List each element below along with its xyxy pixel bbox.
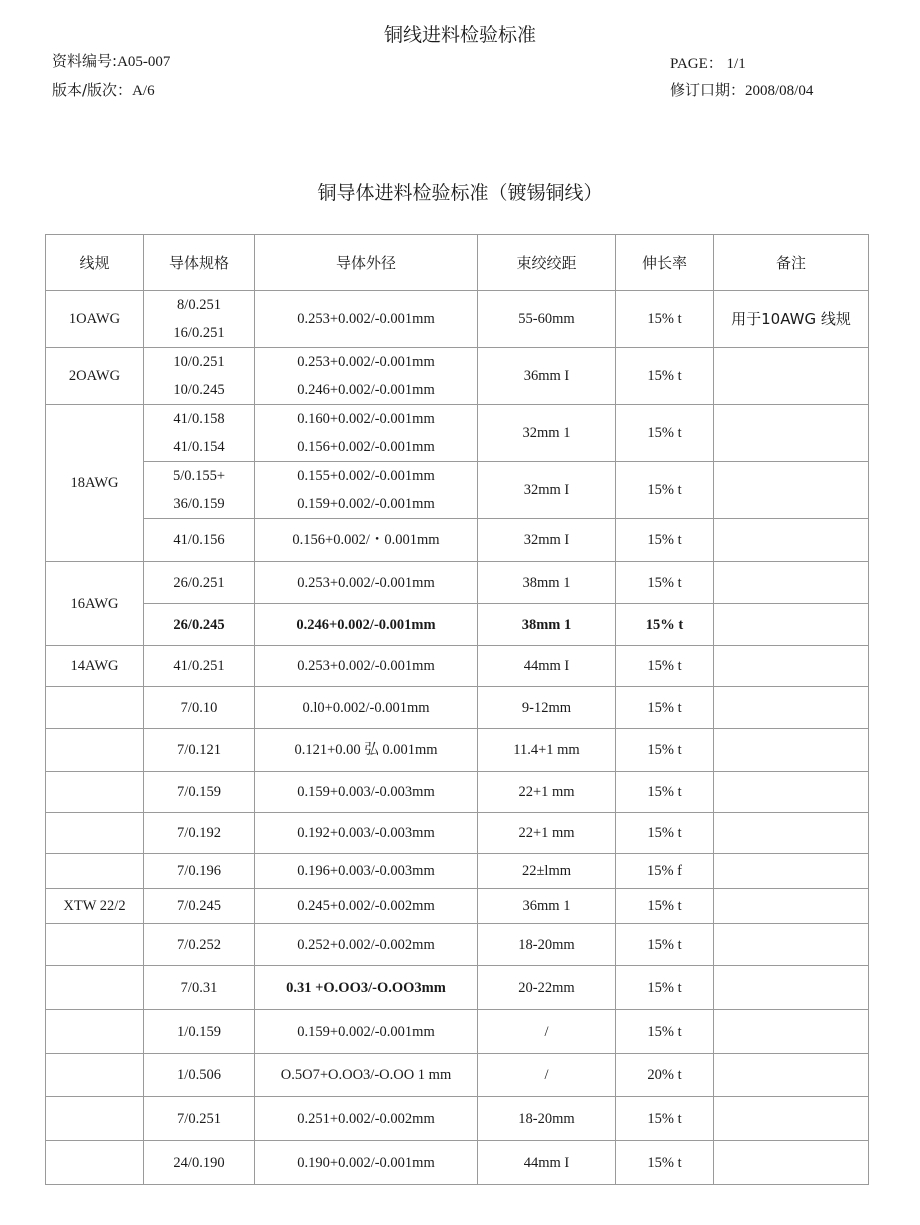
cell-spec: 7/0.10	[144, 687, 255, 729]
spec-table	[45, 234, 869, 1185]
cell-spec: 26/0.245	[144, 604, 255, 646]
cell-gauge	[46, 1141, 144, 1185]
cell-gauge: XTW 22/2	[46, 889, 144, 924]
table-row	[46, 1141, 869, 1185]
table-row	[46, 889, 869, 924]
table-row	[46, 729, 869, 772]
cell-elongation: 15% t	[616, 772, 714, 813]
cell-pitch: 18-20mm	[478, 924, 616, 966]
cell-pitch: 36mm 1	[478, 889, 616, 924]
cell-gauge: 1OAWG	[46, 291, 144, 348]
cell-elongation: 15% t	[616, 924, 714, 966]
table-row	[46, 405, 869, 462]
cell-spec: 1/0.159	[144, 1010, 255, 1054]
cell-remark	[714, 1097, 869, 1141]
cell-spec: 41/0.251	[144, 646, 255, 687]
cell-remark	[714, 729, 869, 772]
cell-remark	[714, 1054, 869, 1097]
table-row	[46, 966, 869, 1010]
cell-pitch: 9-12mm	[478, 687, 616, 729]
cell-remark	[714, 687, 869, 729]
cell-gauge	[46, 687, 144, 729]
table-row	[46, 772, 869, 813]
cell-spec: 7/0.159	[144, 772, 255, 813]
cell-spec: 41/0.156	[144, 519, 255, 562]
cell-pitch: /	[478, 1054, 616, 1097]
cell-remark	[714, 562, 869, 604]
table-row	[46, 562, 869, 604]
table-row	[46, 1010, 869, 1054]
table-row	[46, 462, 869, 519]
cell-gauge: 18AWG	[46, 405, 144, 562]
page-number	[670, 52, 746, 73]
cell-pitch: 22+1 mm	[478, 813, 616, 854]
od-line: 0.253+0.002/-0.001mm	[297, 354, 435, 370]
cell-gauge	[46, 1010, 144, 1054]
cell-pitch: 22+1 mm	[478, 772, 616, 813]
spec-line: 5/0.155+	[172, 468, 226, 484]
header-remark: 备注	[714, 235, 869, 291]
document-title: 铜线进料检验标准	[383, 24, 536, 46]
cell-elongation: 15% t	[616, 562, 714, 604]
header-gauge: 线规	[46, 235, 144, 291]
cell-od: 0.l0+0.002/-0.001mm	[255, 687, 478, 729]
cell-spec: 7/0.192	[144, 813, 255, 854]
cell-spec	[144, 462, 255, 519]
cell-od: 0.31 +O.OO3/-O.OO3mm	[255, 966, 478, 1010]
cell-od	[255, 405, 478, 462]
doc-number	[52, 50, 170, 71]
cell-od: 0.159+0.003/-0.003mm	[255, 772, 478, 813]
cell-remark	[714, 348, 869, 405]
cell-pitch: 22±lmm	[478, 854, 616, 889]
cell-gauge	[46, 729, 144, 772]
cell-pitch: 20-22mm	[478, 966, 616, 1010]
cell-remark	[714, 646, 869, 687]
revision-date	[670, 79, 813, 100]
cell-elongation: 15% t	[616, 405, 714, 462]
header-elongation: 伸长率	[616, 235, 714, 291]
cell-od: 0.245+0.002/-0.002mm	[255, 889, 478, 924]
table-row	[46, 854, 869, 889]
cell-od: 0.156+0.002/・0.001mm	[255, 519, 478, 562]
cell-elongation: 15% t	[616, 687, 714, 729]
cell-gauge	[46, 813, 144, 854]
cell-elongation: 15% t	[616, 604, 714, 646]
table-row	[46, 687, 869, 729]
header-od: 导体外径	[255, 235, 478, 291]
cell-remark	[714, 1141, 869, 1185]
cell-pitch: 18-20mm	[478, 1097, 616, 1141]
cell-od: 0.253+0.002/-0.001mm	[255, 562, 478, 604]
table-row	[46, 924, 869, 966]
revision-value: 2008/08/04	[745, 83, 814, 99]
cell-elongation: 15% t	[616, 729, 714, 772]
cell-od: 0.192+0.003/-0.003mm	[255, 813, 478, 854]
cell-od	[255, 462, 478, 519]
header-spec: 导体规格	[144, 235, 255, 291]
table-row	[46, 646, 869, 687]
cell-elongation: 15% t	[616, 966, 714, 1010]
spec-line: 36/0.159	[173, 496, 225, 512]
cell-gauge	[46, 1054, 144, 1097]
cell-gauge: 14AWG	[46, 646, 144, 687]
cell-od: 0.190+0.002/-0.001mm	[255, 1141, 478, 1185]
cell-od: 0.251+0.002/-0.002mm	[255, 1097, 478, 1141]
cell-remark	[714, 462, 869, 519]
cell-remark: 用于10AWG 线规	[714, 291, 869, 348]
cell-spec	[144, 405, 255, 462]
table-row	[46, 291, 869, 348]
cell-od: 0.246+0.002/-0.001mm	[255, 604, 478, 646]
cell-spec: 1/0.506	[144, 1054, 255, 1097]
cell-pitch: 36mm I	[478, 348, 616, 405]
table-row	[46, 1054, 869, 1097]
spec-line: 41/0.154	[173, 439, 225, 455]
cell-pitch: 38mm 1	[478, 562, 616, 604]
cell-elongation: 15% t	[616, 1010, 714, 1054]
od-line: 0.159+0.002/-0.001mm	[297, 496, 435, 512]
cell-spec: 24/0.190	[144, 1141, 255, 1185]
cell-pitch: 38mm 1	[478, 604, 616, 646]
cell-od: 0.253+0.002/-0.001mm	[255, 646, 478, 687]
table-row	[46, 813, 869, 854]
cell-elongation: 15% f	[616, 854, 714, 889]
cell-elongation: 15% t	[616, 889, 714, 924]
cell-spec	[144, 348, 255, 405]
cell-gauge	[46, 854, 144, 889]
cell-pitch: 32mm I	[478, 462, 616, 519]
cell-elongation: 15% t	[616, 646, 714, 687]
cell-pitch: 32mm 1	[478, 405, 616, 462]
spec-line: 16/0.251	[173, 325, 225, 341]
cell-gauge	[46, 772, 144, 813]
cell-remark	[714, 405, 869, 462]
table-title: 铜导体进料检验标准（镀锡铜线）	[317, 182, 603, 204]
cell-remark	[714, 966, 869, 1010]
doc-number-label: 资料编号:	[52, 52, 118, 70]
table-row	[46, 519, 869, 562]
doc-number-value: A05-007	[117, 54, 171, 70]
cell-remark	[714, 889, 869, 924]
cell-elongation: 20% t	[616, 1054, 714, 1097]
od-line: 0.160+0.002/-0.001mm	[297, 411, 435, 427]
cell-spec: 7/0.245	[144, 889, 255, 924]
version-value: A/6	[132, 83, 155, 99]
revision-label: 修订口期：	[670, 81, 746, 99]
cell-remark	[714, 519, 869, 562]
cell-elongation: 15% t	[616, 519, 714, 562]
cell-spec: 26/0.251	[144, 562, 255, 604]
header-pitch: 束绞绞距	[478, 235, 616, 291]
cell-gauge	[46, 966, 144, 1010]
page-label: PAGE：	[670, 56, 723, 72]
table-row	[46, 1097, 869, 1141]
od-line: 0.155+0.002/-0.001mm	[297, 468, 435, 484]
cell-pitch: 11.4+1 mm	[478, 729, 616, 772]
cell-pitch: 44mm I	[478, 646, 616, 687]
cell-gauge: 16AWG	[46, 562, 144, 646]
cell-od: 0.121+0.00 弘 0.001mm	[255, 729, 478, 772]
cell-pitch: 32mm I	[478, 519, 616, 562]
spec-line: 10/0.245	[173, 382, 225, 398]
cell-elongation: 15% t	[616, 348, 714, 405]
table-row	[46, 348, 869, 405]
cell-gauge: 2OAWG	[46, 348, 144, 405]
cell-spec: 7/0.251	[144, 1097, 255, 1141]
cell-elongation: 15% t	[616, 1141, 714, 1185]
od-line: 0.246+0.002/-0.001mm	[297, 382, 435, 398]
cell-pitch: /	[478, 1010, 616, 1054]
cell-od: 0.196+0.003/-0.003mm	[255, 854, 478, 889]
cell-gauge	[46, 924, 144, 966]
version-label: 版本/版次：	[52, 81, 133, 99]
version	[52, 79, 155, 100]
cell-od	[255, 348, 478, 405]
spec-line: 8/0.251	[177, 297, 221, 313]
cell-elongation: 15% t	[616, 462, 714, 519]
cell-remark	[714, 604, 869, 646]
cell-od: 0.159+0.002/-0.001mm	[255, 1010, 478, 1054]
cell-remark	[714, 772, 869, 813]
table-row	[46, 604, 869, 646]
cell-remark	[714, 924, 869, 966]
cell-spec: 7/0.196	[144, 854, 255, 889]
cell-remark	[714, 854, 869, 889]
cell-pitch: 44mm I	[478, 1141, 616, 1185]
table-header-row	[46, 235, 869, 291]
cell-spec: 7/0.121	[144, 729, 255, 772]
od-line: 0.156+0.002/-0.001mm	[297, 439, 435, 455]
spec-line: 41/0.158	[173, 411, 225, 427]
cell-gauge	[46, 1097, 144, 1141]
cell-od: 0.253+0.002/-0.001mm	[255, 291, 478, 348]
cell-elongation: 15% t	[616, 1097, 714, 1141]
cell-pitch: 55-60mm	[478, 291, 616, 348]
page-value: 1/1	[726, 56, 746, 72]
cell-spec: 7/0.31	[144, 966, 255, 1010]
spec-line: 10/0.251	[173, 354, 225, 370]
cell-od: O.5O7+O.OO3/-O.OO 1 mm	[255, 1054, 478, 1097]
cell-elongation: 15% t	[616, 291, 714, 348]
cell-spec: 7/0.252	[144, 924, 255, 966]
cell-remark	[714, 1010, 869, 1054]
cell-elongation: 15% t	[616, 813, 714, 854]
cell-remark	[714, 813, 869, 854]
cell-od: 0.252+0.002/-0.002mm	[255, 924, 478, 966]
cell-spec	[144, 291, 255, 348]
